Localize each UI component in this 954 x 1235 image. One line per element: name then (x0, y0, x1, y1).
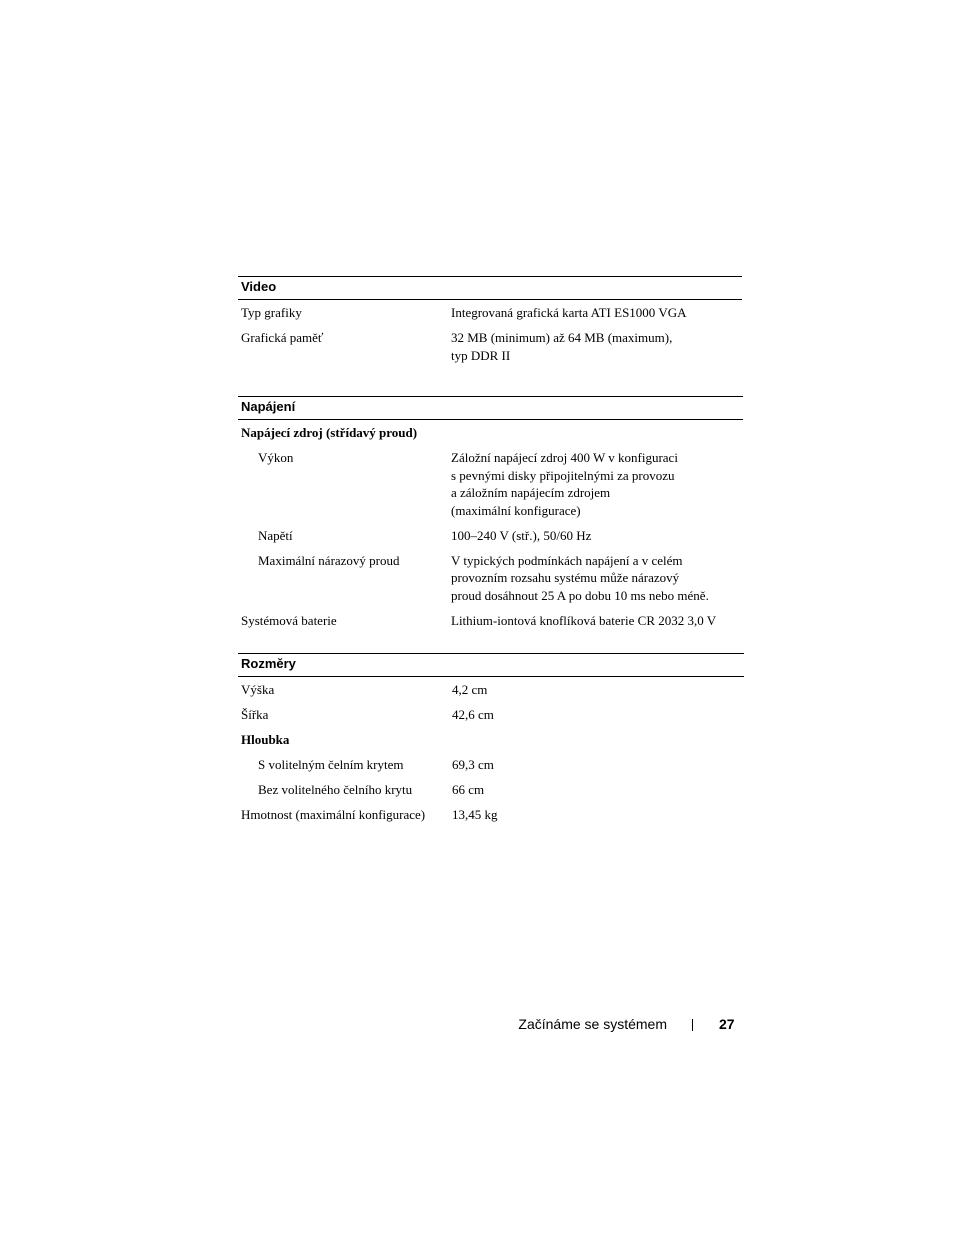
spec-label: Grafická paměť (241, 330, 324, 345)
spec-label: Výkon (258, 450, 294, 465)
dimensions-section (238, 653, 744, 827)
spec-label: Výška (241, 682, 275, 697)
spec-row-height (238, 677, 744, 702)
footer-page-number: 27 (719, 1016, 735, 1032)
spec-label: S volitelným čelním krytem (258, 757, 404, 772)
spec-row-depth-without-bezel (238, 777, 744, 802)
spec-label: Typ grafiky (241, 305, 302, 320)
spec-label: Šířka (241, 707, 269, 722)
spec-value: 4,2 cm (452, 682, 488, 697)
spec-row-depth-with-bezel (238, 752, 744, 777)
spec-label: Hmotnost (maximální konfigurace) (241, 807, 426, 822)
spec-label: Systémová baterie (241, 612, 337, 628)
spec-value (452, 731, 744, 749)
spec-value: Záložní napájecí zdroj 400 W v konfiguraci s pevnými disky připojitelnými za provozu a záložním napájecím zdrojem (maximální konfigurace) (451, 450, 678, 518)
spec-label: Hloubka (241, 732, 290, 747)
spec-value: V typických podmínkách napájení a v celém provozním rozsahu systému může nárazový proud dosáhnout 25 A po dobu 10 ms nebo méně. (451, 552, 709, 603)
power-supply-subheading: Napájecí zdroj (střídavý proud) (241, 425, 418, 440)
page-footer (0, 1016, 954, 1036)
footer-chapter-title: Začínáme se systémem (518, 1016, 667, 1032)
spec-row-system-battery (238, 608, 743, 633)
dimensions-heading: Rozměry (238, 653, 744, 677)
spec-value: 100–240 V (stř.), 50/60 Hz (451, 527, 592, 543)
spec-label: Bez volitelného čelního krytu (258, 782, 413, 797)
spec-label: Napětí (258, 527, 293, 543)
power-supply-subheading-row (238, 420, 743, 445)
spec-row-wattage (238, 445, 743, 523)
spec-value: 32 MB (minimum) až 64 MB (maximum), typ DDR II (451, 330, 673, 363)
video-heading: Video (238, 276, 742, 300)
spec-value: 66 cm (452, 782, 485, 797)
spec-label: Maximální nárazový proud (258, 552, 400, 568)
spec-row-max-inrush-current (238, 548, 743, 608)
spec-value: 69,3 cm (452, 757, 494, 772)
spec-row-width (238, 702, 744, 727)
spec-value: 42,6 cm (452, 707, 494, 722)
spec-row-depth (238, 727, 744, 752)
power-section (238, 396, 743, 633)
spec-value: Lithium-iontová knoflíková baterie CR 2032 3,0 V (451, 612, 717, 628)
spec-row-weight (238, 802, 744, 827)
spec-value: Integrovaná grafická karta ATI ES1000 VGA (451, 305, 687, 320)
spec-value: 13,45 kg (452, 807, 498, 822)
power-heading: Napájení (238, 396, 743, 420)
video-section (238, 276, 742, 368)
spec-row-voltage (238, 523, 743, 548)
spec-row-graphics-type (238, 300, 742, 325)
footer-separator (692, 1019, 693, 1031)
spec-row-graphics-memory (238, 325, 742, 368)
